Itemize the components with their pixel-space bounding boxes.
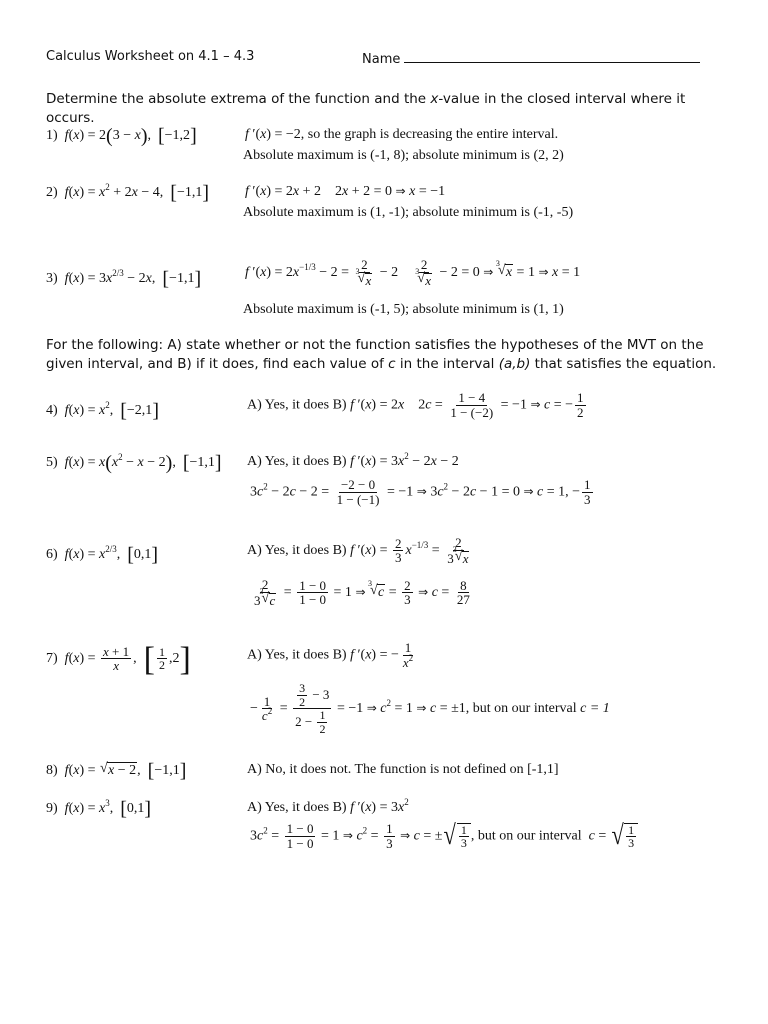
problem-2-result: Absolute maximum is (1, -1); absolute minimum is (-1, -5) <box>243 205 574 220</box>
problem-5: 5) $f(x) = x(x^2 - x - 2)$, [−1,1] <box>46 452 222 474</box>
instructions-mvt: For the following: A) state whether or not the function satisfies the hypotheses of the MVT on the given interval, and B) if it does, find each value of c in the interval (a,b) that satisfies the equation. <box>46 337 717 372</box>
problem-8-answer: A) No, it does not. The function is not defined on [-1,1] <box>247 762 559 777</box>
worksheet-title: Calculus Worksheet on 4.1 – 4.3 <box>46 49 255 64</box>
problem-3: 3) $f(x) = 3x^{2/3} - 2x$, [−1,1] <box>46 268 202 290</box>
problem-3-result: Absolute maximum is (-1, 5); absolute minimum is (1, 1) <box>243 302 564 317</box>
problem-5-answer: A) Yes, it does B) f $'(x) = 3x^2 - 2x - 2$ <box>247 451 459 469</box>
problem-6: 6) $f(x) = x^{2/3}$, [0,1] <box>46 544 159 566</box>
problem-1: 1) f(x) = 2(3 − x), [−1,2] <box>46 125 197 147</box>
problem-1-derivative: f ′(x) = −2, so the graph is decreasing the entire interval. <box>245 127 559 142</box>
instructions-extrema: Determine the absolute extrema of the function and the x-value in the closed interval where it occurs. <box>46 91 686 126</box>
problem-3-derivative: f $'(x) = 2x^{-1/3} - 2$ = 2 3 √ x − 2 2 3 √ x − 2 = 0 ⇒ 3 √ x = 1 ⇒ x = 1 <box>245 257 581 288</box>
problem-7-answer: A) Yes, it does B) f ′(x) = − $\frac{1}{x^2}$ <box>247 640 414 670</box>
problem-9: 9) $f(x) = x^3$, [0,1] <box>46 798 152 820</box>
name-label: Name <box>362 52 401 67</box>
name-field <box>362 50 700 68</box>
name-blank-line <box>404 50 700 63</box>
problem-7: 7) f(x) = $\frac{x + 1}{x}$ , [ $\frac{1}{2}$ ,2] <box>46 641 191 678</box>
problem-2-derivative: f ′(x) = 2x + 2 2x + 2 = 0 ⇒ x = −1 <box>245 184 446 199</box>
problem-7-work: − $\frac{1}{c^2}$ = $\frac{3}{2}$ − 3 2 − $\frac{1}{2}$ = −1 ⇒ $c^2 = 1$ ⇒ c = ±1, but on our interval c = 1 <box>250 681 610 736</box>
problem-1-result: Absolute maximum is (-1, 8); absolute minimum is (2, 2) <box>243 148 564 163</box>
problem-4-answer: A) Yes, it does B) f ′(x) = 2x 2c = $\frac{1 - 4}{1 - (-2)}$ = −1 ⇒ c = − $\frac{1}{2}$ <box>247 390 584 420</box>
problem-5-work: $3c^2 - 2c - 2$ = $\frac{-2 - 0}{1 - (-1)}$ = −1 ⇒ $3c^2 - 2c - 1 = 0$ ⇒ c = 1, − $\frac{1}{3}$ <box>250 477 591 507</box>
problem-6-answer: A) Yes, it does B) f ′(x) = $\frac{2}{3}$ $x^{-1/3}$ = 2 3 3 √ x <box>247 535 469 566</box>
problem-2: 2) $f(x) = x^2 + 2x - 4$, [−1,1] <box>46 182 210 204</box>
problem-8: 8) f(x) = √ x − 2, [−1,1] <box>46 760 187 782</box>
problem-9-answer: A) Yes, it does B) f $'(x) = 3x^2$ <box>247 797 409 815</box>
problem-9-work: $3c^2$ = $\frac{1 - 0}{1 - 0}$ = 1 ⇒ $c^2$ = $\frac{1}{3}$ ⇒ c = ± √ $\frac{1}{3}$ , but on our interval c = √ $\frac{1}{3}$ <box>250 822 638 850</box>
problem-6-work: 2 3 3 √ c = $\frac{1 - 0}{1 - 0}$ = 1 ⇒ 3 √ c = $\frac{2}{3}$ ⇒ c = $\frac{8}{27}$ <box>254 577 470 608</box>
problem-4: 4) $f(x) = x^2$, [−2,1] <box>46 400 159 422</box>
